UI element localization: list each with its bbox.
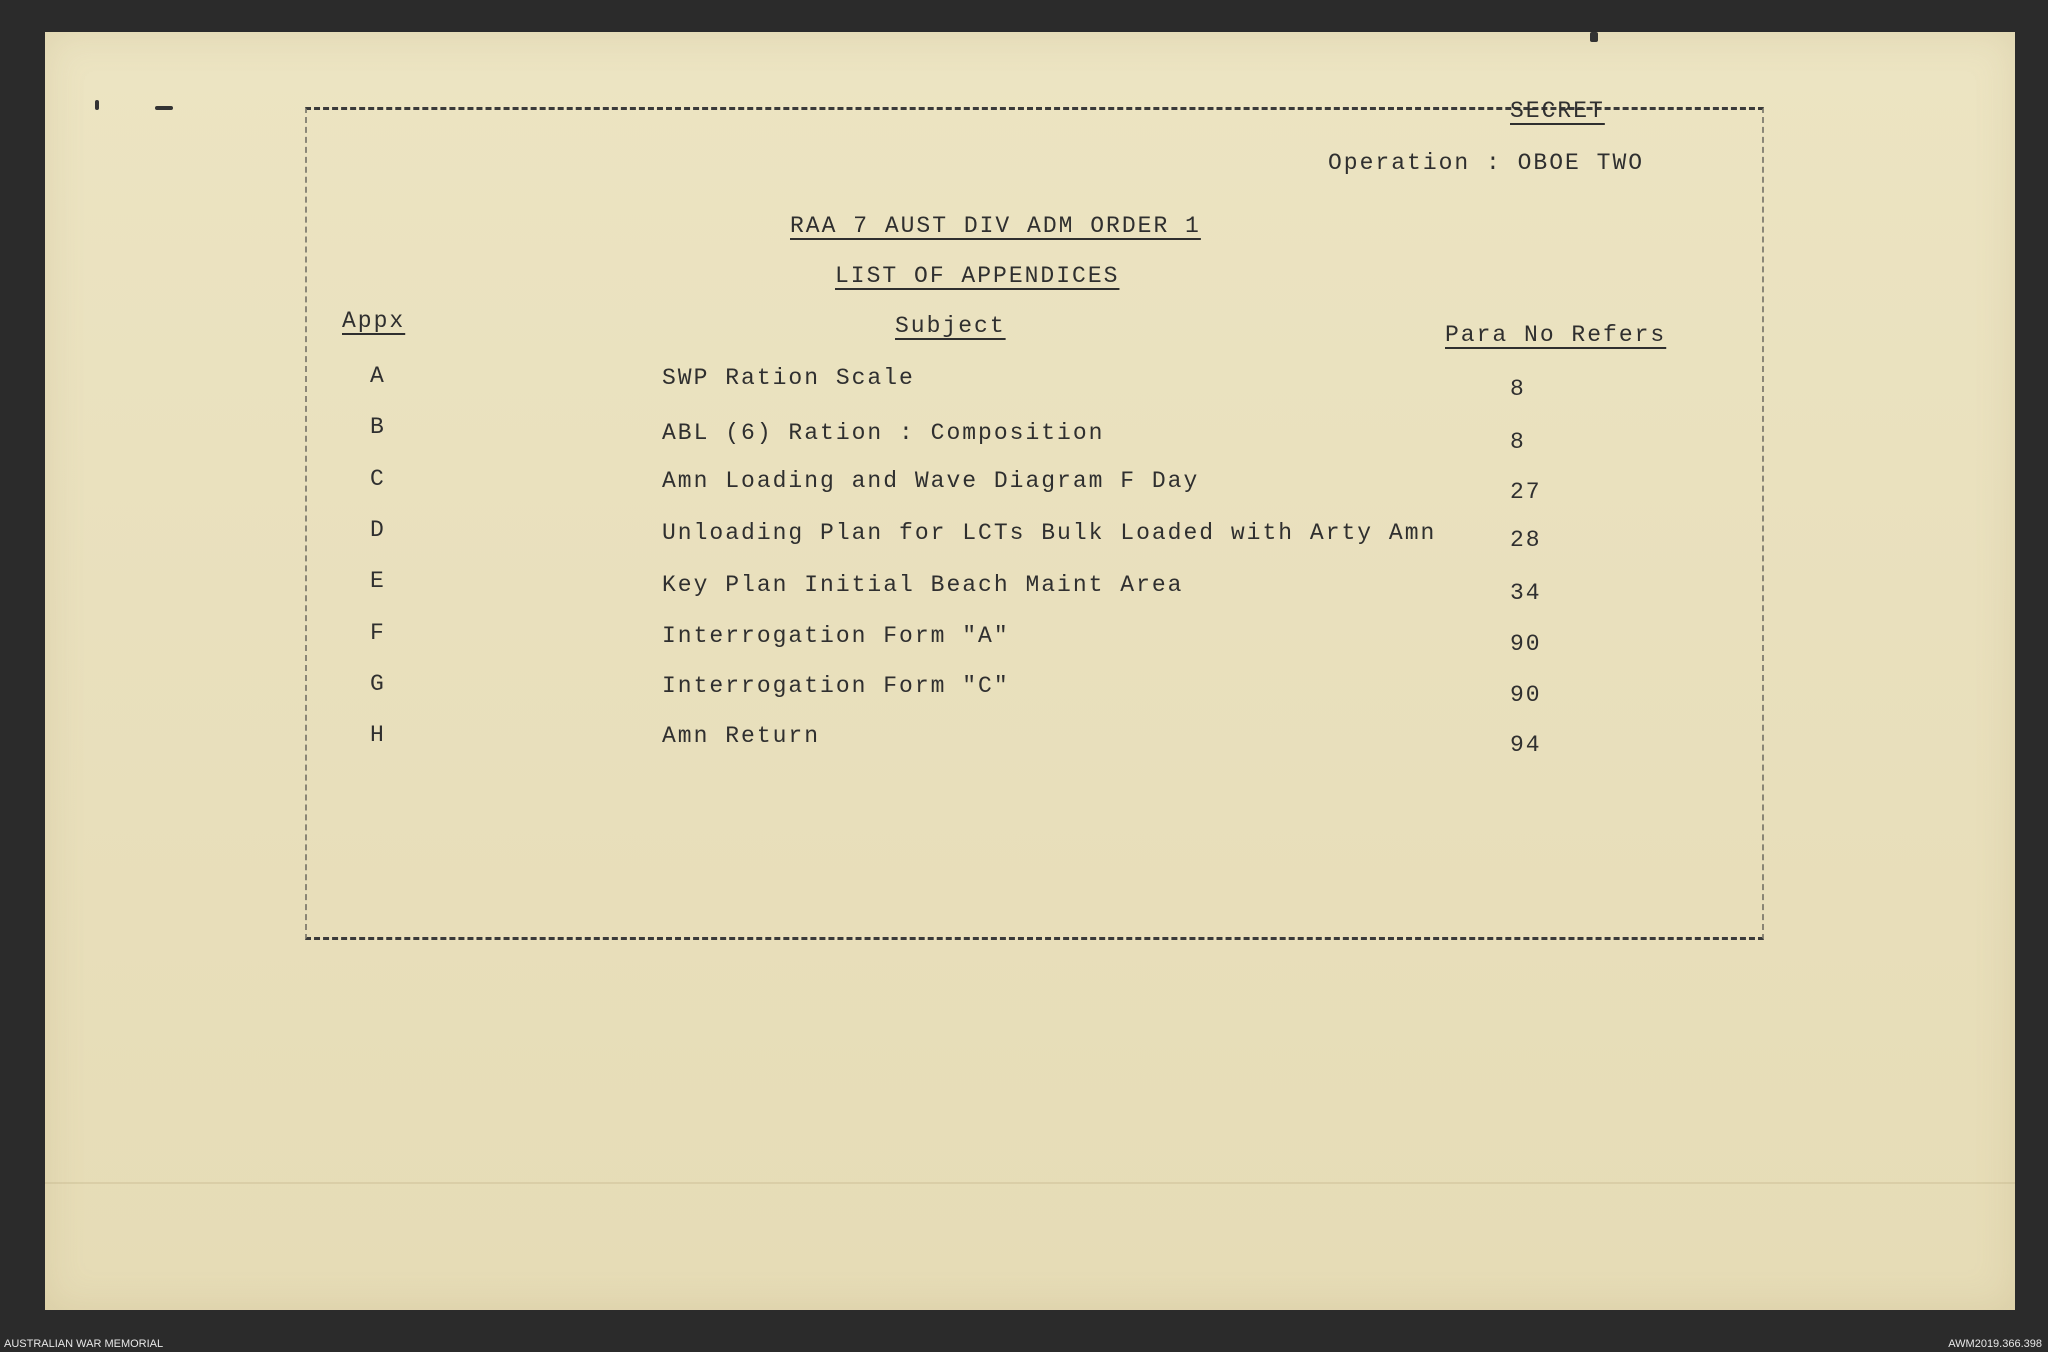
appx-letter: H bbox=[370, 722, 386, 748]
appx-letter: B bbox=[370, 414, 386, 440]
archive-credit: AUSTRALIAN WAR MEMORIAL bbox=[4, 1338, 164, 1350]
appx-subject: Interrogation Form "A" bbox=[662, 623, 1010, 649]
appx-para: 8 bbox=[1510, 429, 1526, 455]
margin-mark bbox=[1590, 32, 1598, 42]
column-header-subject: Subject bbox=[895, 313, 1006, 339]
appx-para: 90 bbox=[1510, 682, 1542, 708]
appx-letter: D bbox=[370, 517, 386, 543]
appx-subject: ABL (6) Ration : Composition bbox=[662, 420, 1105, 446]
classification-label: SECRET bbox=[1510, 98, 1605, 124]
column-header-appx: Appx bbox=[342, 308, 406, 334]
appx-subject: Key Plan Initial Beach Maint Area bbox=[662, 572, 1184, 598]
appx-para: 34 bbox=[1510, 580, 1542, 606]
column-header-para: Para No Refers bbox=[1445, 322, 1667, 348]
appx-letter: A bbox=[370, 363, 386, 389]
appx-para: 90 bbox=[1510, 631, 1542, 657]
appx-letter: G bbox=[370, 671, 386, 697]
appx-subject: Amn Loading and Wave Diagram F Day bbox=[662, 468, 1200, 494]
appx-letter: F bbox=[370, 620, 386, 646]
appx-letter: E bbox=[370, 568, 386, 594]
margin-mark bbox=[95, 100, 99, 110]
list-title: LIST OF APPENDICES bbox=[835, 263, 1120, 289]
archive-item-number: AWM2019.366.398 bbox=[1948, 1338, 2042, 1350]
appx-subject: SWP Ration Scale bbox=[662, 365, 915, 391]
appx-subject: Interrogation Form "C" bbox=[662, 673, 1010, 699]
appx-para: 27 bbox=[1510, 479, 1542, 505]
operation-name: Operation : OBOE TWO bbox=[1328, 150, 1645, 176]
appx-para: 94 bbox=[1510, 732, 1542, 758]
margin-mark bbox=[155, 106, 173, 110]
appx-para: 28 bbox=[1510, 527, 1542, 553]
appx-subject: Unloading Plan for LCTs Bulk Loaded with Arty Amn bbox=[662, 520, 1437, 546]
order-title: RAA 7 AUST DIV ADM ORDER 1 bbox=[790, 213, 1201, 239]
appx-para: 8 bbox=[1510, 376, 1526, 402]
appx-letter: C bbox=[370, 466, 386, 492]
appx-subject: Amn Return bbox=[662, 723, 821, 749]
